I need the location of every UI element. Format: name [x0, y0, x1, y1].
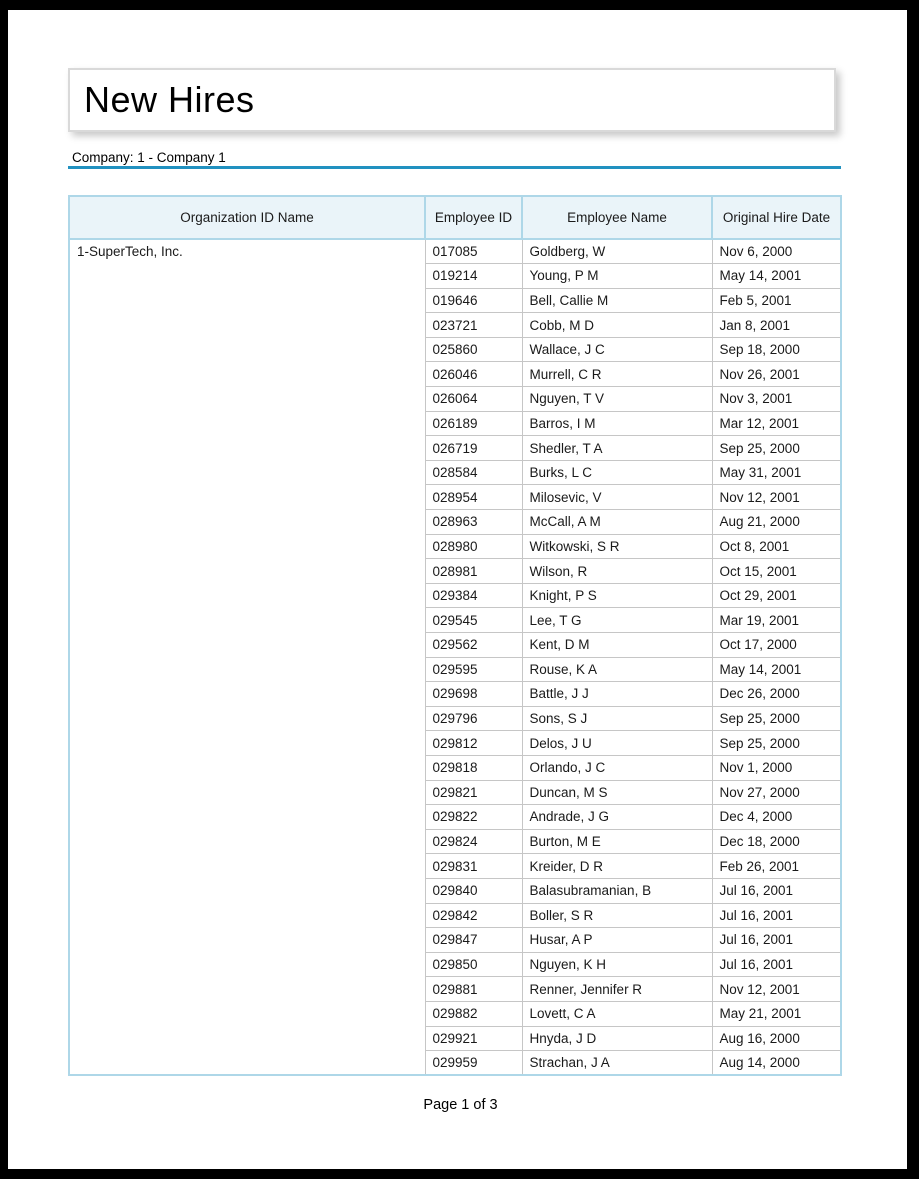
column-header-employee-name: Employee Name: [522, 196, 712, 239]
employee-name-cell: Boller, S R: [522, 903, 712, 928]
employee-name-cell: Burks, L C: [522, 460, 712, 485]
employee-id-cell: 029384: [425, 583, 522, 608]
table-body: [69, 239, 841, 1075]
hire-date-cell: Sep 25, 2000: [712, 436, 841, 461]
employee-name-cell: Duncan, M S: [522, 780, 712, 805]
hire-date-cell: Jul 16, 2001: [712, 952, 841, 977]
hire-date-cell: Oct 8, 2001: [712, 534, 841, 559]
hire-date-cell: Oct 17, 2000: [712, 633, 841, 658]
employee-id-cell: 029821: [425, 780, 522, 805]
employee-id-cell: 029959: [425, 1051, 522, 1076]
hire-date-cell: May 14, 2001: [712, 657, 841, 682]
employee-name-cell: Orlando, J C: [522, 755, 712, 780]
employee-id-cell: 023721: [425, 313, 522, 338]
report-page: [8, 10, 907, 1169]
employee-name-cell: Cobb, M D: [522, 313, 712, 338]
hire-date-cell: Mar 19, 2001: [712, 608, 841, 633]
employee-name-cell: Battle, J J: [522, 682, 712, 707]
employee-name-cell: Murrell, C R: [522, 362, 712, 387]
employee-id-cell: 029831: [425, 854, 522, 879]
employee-name-cell: Wilson, R: [522, 559, 712, 584]
hire-date-cell: Nov 1, 2000: [712, 755, 841, 780]
employee-name-cell: McCall, A M: [522, 510, 712, 535]
employee-name-cell: Wallace, J C: [522, 337, 712, 362]
hire-date-cell: Nov 3, 2001: [712, 387, 841, 412]
employee-name-cell: Sons, S J: [522, 706, 712, 731]
hire-date-cell: Sep 25, 2000: [712, 706, 841, 731]
hire-date-cell: Dec 4, 2000: [712, 805, 841, 830]
employee-id-cell: 029921: [425, 1026, 522, 1051]
employee-id-cell: 028954: [425, 485, 522, 510]
hire-date-cell: Dec 26, 2000: [712, 682, 841, 707]
employee-id-cell: 028981: [425, 559, 522, 584]
employee-id-cell: 029882: [425, 1001, 522, 1026]
employee-name-cell: Burton, M E: [522, 829, 712, 854]
employee-name-cell: Delos, J U: [522, 731, 712, 756]
hire-date-cell: May 31, 2001: [712, 460, 841, 485]
employee-name-cell: Hnyda, J D: [522, 1026, 712, 1051]
employee-id-cell: 029822: [425, 805, 522, 830]
employee-id-cell: 029698: [425, 682, 522, 707]
employee-name-cell: Bell, Callie M: [522, 288, 712, 313]
employee-id-cell: 029562: [425, 633, 522, 658]
employee-name-cell: Milosevic, V: [522, 485, 712, 510]
column-header-hire-date: Original Hire Date: [712, 196, 841, 239]
employee-id-cell: 029824: [425, 829, 522, 854]
employee-name-cell: Husar, A P: [522, 928, 712, 953]
hire-date-cell: Jul 16, 2001: [712, 878, 841, 903]
table-row: [69, 239, 841, 264]
employee-name-cell: Knight, P S: [522, 583, 712, 608]
employee-id-cell: 026046: [425, 362, 522, 387]
employee-name-cell: Witkowski, S R: [522, 534, 712, 559]
hire-date-cell: Jul 16, 2001: [712, 903, 841, 928]
employee-name-cell: Young, P M: [522, 264, 712, 289]
employee-name-cell: Andrade, J G: [522, 805, 712, 830]
employee-id-cell: 026719: [425, 436, 522, 461]
employee-name-cell: Kreider, D R: [522, 854, 712, 879]
employee-id-cell: 029847: [425, 928, 522, 953]
employee-id-cell: 029840: [425, 878, 522, 903]
hire-date-cell: Feb 26, 2001: [712, 854, 841, 879]
hire-date-cell: Nov 6, 2000: [712, 239, 841, 264]
company-label: Company: 1 - Company 1: [72, 150, 226, 165]
employee-id-cell: 019646: [425, 288, 522, 313]
hire-date-cell: May 21, 2001: [712, 1001, 841, 1026]
employee-name-cell: Kent, D M: [522, 633, 712, 658]
report-title: New Hires: [84, 79, 255, 120]
employee-id-cell: 026064: [425, 387, 522, 412]
employee-id-cell: 029545: [425, 608, 522, 633]
hire-date-cell: Nov 27, 2000: [712, 780, 841, 805]
employee-id-cell: 025860: [425, 337, 522, 362]
employee-id-cell: 029818: [425, 755, 522, 780]
column-header-employee-id: Employee ID: [425, 196, 522, 239]
page-number: Page 1 of 3: [423, 1097, 498, 1113]
employee-name-cell: Nguyen, T V: [522, 387, 712, 412]
employee-name-cell: Lovett, C A: [522, 1001, 712, 1026]
hire-date-cell: Nov 26, 2001: [712, 362, 841, 387]
employee-id-cell: 026189: [425, 411, 522, 436]
employee-name-cell: Renner, Jennifer R: [522, 977, 712, 1002]
hire-date-cell: Mar 12, 2001: [712, 411, 841, 436]
employee-id-cell: 028584: [425, 460, 522, 485]
company-divider-rule: [68, 166, 841, 169]
hire-date-cell: Sep 18, 2000: [712, 337, 841, 362]
employee-id-cell: 029812: [425, 731, 522, 756]
employee-id-cell: 019214: [425, 264, 522, 289]
hire-date-cell: Aug 21, 2000: [712, 510, 841, 535]
employee-id-cell: 029881: [425, 977, 522, 1002]
employee-id-cell: 029842: [425, 903, 522, 928]
hire-date-cell: Oct 15, 2001: [712, 559, 841, 584]
hire-date-cell: Feb 5, 2001: [712, 288, 841, 313]
hire-date-cell: Aug 16, 2000: [712, 1026, 841, 1051]
hire-date-cell: Dec 18, 2000: [712, 829, 841, 854]
hire-date-cell: Nov 12, 2001: [712, 977, 841, 1002]
employee-name-cell: Rouse, K A: [522, 657, 712, 682]
employee-name-cell: Barros, I M: [522, 411, 712, 436]
employee-id-cell: 029850: [425, 952, 522, 977]
hire-date-cell: Aug 14, 2000: [712, 1051, 841, 1076]
employee-id-cell: 028980: [425, 534, 522, 559]
hire-date-cell: Sep 25, 2000: [712, 731, 841, 756]
new-hires-table: [68, 195, 842, 1076]
hire-date-cell: Jan 8, 2001: [712, 313, 841, 338]
organization-cell: 1-SuperTech, Inc.: [69, 239, 425, 1075]
hire-date-cell: Nov 12, 2001: [712, 485, 841, 510]
employee-id-cell: 028963: [425, 510, 522, 535]
employee-id-cell: 029595: [425, 657, 522, 682]
employee-name-cell: Strachan, J A: [522, 1051, 712, 1076]
employee-name-cell: Shedler, T A: [522, 436, 712, 461]
employee-name-cell: Nguyen, K H: [522, 952, 712, 977]
employee-name-cell: Lee, T G: [522, 608, 712, 633]
employee-id-cell: 029796: [425, 706, 522, 731]
table-header-row: [69, 196, 841, 239]
hire-date-cell: Jul 16, 2001: [712, 928, 841, 953]
employee-name-cell: Goldberg, W: [522, 239, 712, 264]
hire-date-cell: Oct 29, 2001: [712, 583, 841, 608]
employee-name-cell: Balasubramanian, B: [522, 878, 712, 903]
employee-id-cell: 017085: [425, 239, 522, 264]
report-title-box: [68, 68, 836, 132]
column-header-organization: Organization ID Name: [69, 196, 425, 239]
hire-date-cell: May 14, 2001: [712, 264, 841, 289]
